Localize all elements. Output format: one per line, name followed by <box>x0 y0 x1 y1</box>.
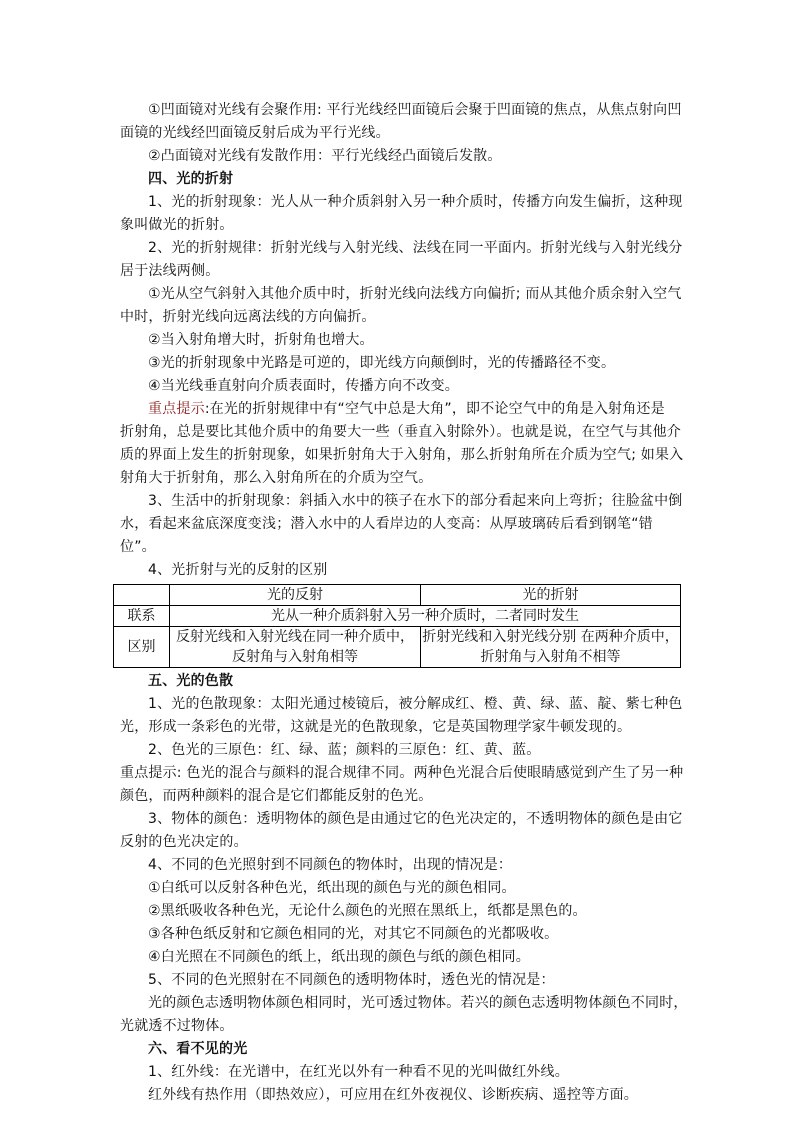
paragraph-line: ③各种色纸反射和它颜色相同的光，对其它不同颜色的光都吸收。 <box>148 926 559 942</box>
paragraph-line: 位”。 <box>120 539 156 555</box>
paragraph-line: ②黑纸吸收各种色光，无论什么颜色的光照在黑纸上，纸都是黑色的。 <box>148 903 587 919</box>
table-row-label: 区别 <box>114 627 170 668</box>
paragraph-line: 中时，折射光线向远离法线的方向偏折。 <box>120 309 376 325</box>
paragraph-line: 面镜的光线经凹面镜反射后成为平行光线。 <box>120 125 390 141</box>
table-cell <box>421 627 681 668</box>
paragraph-line: 1、红外线：在光谱中，在红光以外有一种看不见的光叫做红外线。 <box>148 1064 569 1080</box>
table-row-label: 联系 <box>114 606 170 627</box>
paragraph-line: ④白光照在不同颜色的纸上，纸出现的颜色与纸的颜色相同。 <box>148 949 530 965</box>
paragraph-line: 折射角，总是要比其他介质中的角要大一些（垂直入射除外）。也就是说，在空气与其他介 <box>120 424 681 440</box>
paragraph-line <box>148 398 665 421</box>
paragraph-line: 4、光折射与光的反射的区别 <box>148 562 328 578</box>
paragraph-line: 3、生活中的折射现象：斜插入水中的筷子在水下的部分看起来向上弯折；往脸盆中倒 <box>148 493 683 509</box>
paragraph-line: 居于法线两侧。 <box>120 263 220 279</box>
paragraph-line: 4、不同的色光照射到不同颜色的物体时，出现的情况是： <box>148 857 513 873</box>
paragraph-line: ①光从空气斜射入其他介质中时，折射光线向法线方向偏折; 而从其他介质余射入空气 <box>148 286 682 302</box>
key-hint-text: :在光的折射规律中有“空气中总是大角”，即不论空气中的角是入射角还是 <box>204 401 665 417</box>
paragraph-line: 射角大于折射角，那么入射角所在的介质为空气。 <box>120 470 433 486</box>
table-cell-empty <box>114 585 170 606</box>
paragraph-line: 光就透不过物体。 <box>120 1018 234 1034</box>
paragraph-line: ②当入射角增大时，折射角也增大。 <box>148 332 374 348</box>
paragraph-line: ③光的折射现象中光路是可逆的，即光线方向颠倒时，光的传播路径不变。 <box>148 355 616 371</box>
table-cell-line: 折射角与入射角不相等 <box>480 649 621 665</box>
paragraph-line: 3、物体的颜色：透明物体的颜色是由通过它的色光决定的，不透明物体的颜色是由它 <box>148 811 683 827</box>
paragraph-line: ①凹面镜对光线有会聚作用: 平行光线经凹面镜后会聚于凹面镜的焦点，从焦点射向凹 <box>148 102 682 118</box>
table-cell <box>170 627 421 668</box>
table-cell-line: 反射光线和入射光线在同一种介质中， <box>176 629 414 645</box>
paragraph-line: 2、光的折射规律：折射光线与入射光线、法线在同一平面内。折射光线与入射光线分 <box>148 240 683 256</box>
paragraph-line: 质的界面上发生的折射现象，如果折射角大于入射角，那么折射角所在介质为空气; 如果入 <box>120 447 684 463</box>
paragraph-line: 2、色光的三原色：红、绿、蓝；颜料的三原色：红、黄、蓝。 <box>148 742 541 758</box>
paragraph-line: 1、光的色散现象：太阳光通过棱镜后，被分解成红、橙、黄、绿、蓝、靛、紫七种色 <box>148 696 683 712</box>
paragraph-line: 5、不同的色光照射在不同颜色的透明物体时，透色光的情况是： <box>148 972 555 988</box>
paragraph-line: 颜色，而两种颜料的混合是它们都能反射的色光。 <box>120 788 433 804</box>
paragraph-line: 光的颜色志透明物体颜色相同时，光可透过物体。若兴的颜色志透明物体颜色不同时， <box>148 995 688 1011</box>
paragraph-line: 水，看起来盆底深度变浅；潜入水中的人看岸边的人变高：从厚玻璃砖后看到钢笔“错 <box>120 516 653 532</box>
table-row <box>114 627 681 668</box>
paragraph-line: 1、光的折射现象：光人从一种介质斜射入另一种介质时，传播方向发生偏折，这种现 <box>148 194 683 210</box>
paragraph-line: 象叫做光的折射。 <box>120 217 234 233</box>
section-heading: 五、光的色散 <box>148 673 234 689</box>
paragraph-line: 光，形成一条彩色的光带，这就是光的色散现象，它是英国物理学家牛顿发现的。 <box>120 719 632 735</box>
table-header-reflection: 光的反射 <box>170 585 421 606</box>
table-header-refraction: 光的折射 <box>421 585 681 606</box>
section-heading: 四、光的折射 <box>148 171 234 187</box>
paragraph-line: 重点提示: 色光的混合与颜料的混合规律不同。两种色光混合后使眼睛感觉到产生了另一种 <box>120 765 684 781</box>
table-cell-line: 反射角与入射角相等 <box>232 649 358 665</box>
paragraph-line: ①白纸可以反射各种色光，纸出现的颜色与光的颜色相同。 <box>148 880 516 896</box>
table-cell-line: 折射光线和入射光线分别 在两种介质中， <box>422 629 679 645</box>
table-cell: 光从一种介质斜射入另一种介质时，二者同时发生 <box>170 606 681 627</box>
paragraph-line: ②凸面镜对光线有发散作用：平行光线经凸面镜后发散。 <box>148 148 502 164</box>
table-row <box>114 606 681 627</box>
paragraph-line: 反射的色光决定的。 <box>120 834 248 850</box>
section-heading: 六、看不见的光 <box>148 1041 248 1057</box>
key-hint-label: 重点提示 <box>148 401 205 417</box>
table-row <box>114 585 681 606</box>
reflection-refraction-table <box>113 584 681 668</box>
paragraph-line: 红外线有热作用（即热效应），可应用在红外夜视仪、诊断疾病、遥控等方面。 <box>148 1087 638 1103</box>
paragraph-line: ④当光线垂直射向介质表面时，传播方向不改变。 <box>148 378 459 394</box>
